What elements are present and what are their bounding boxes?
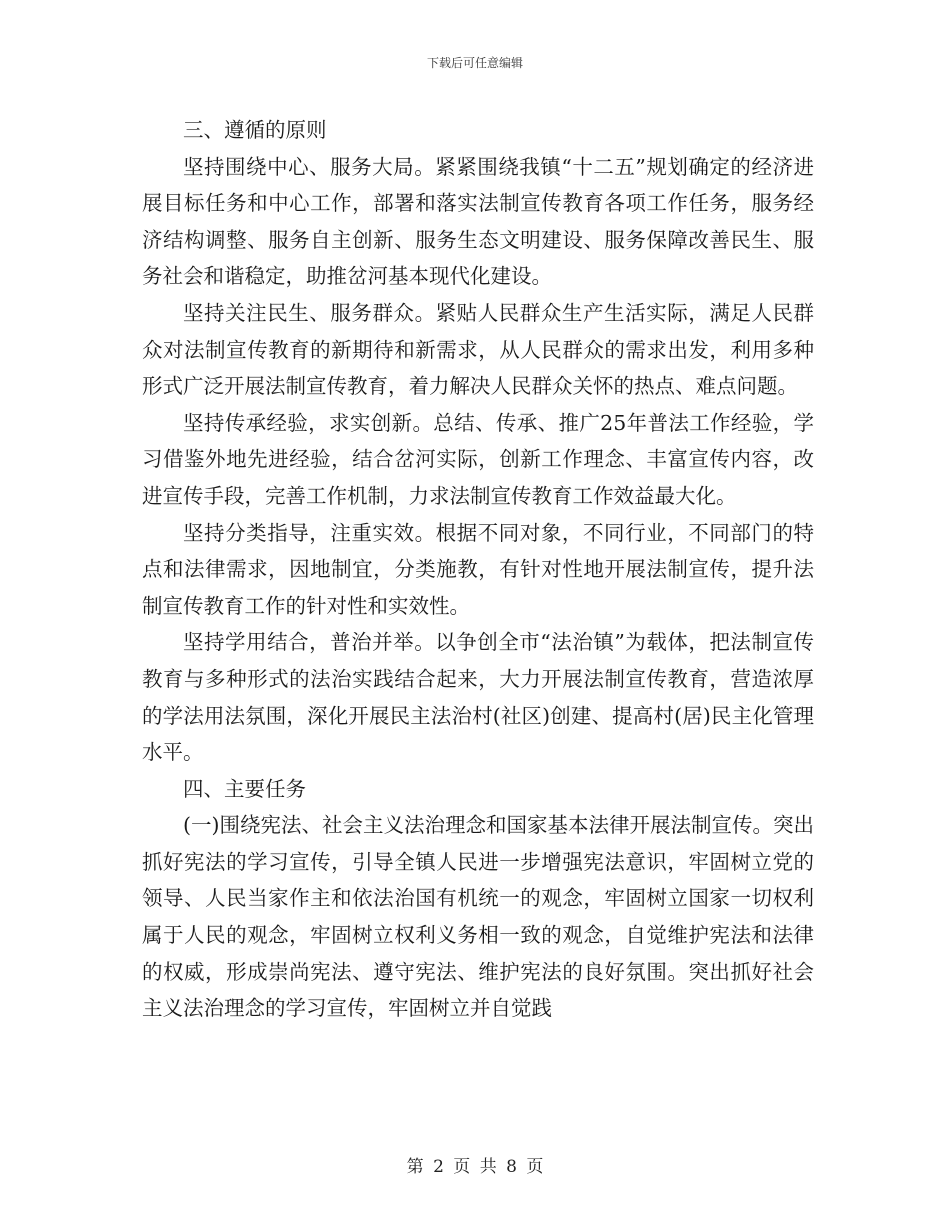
paragraph-constitution: (一)围绕宪法、社会主义法治理念和国家基本法律开展法制宣传。突出抓好宪法的学习宣传，引导全镇人民进一步增强宪法意识，牢固树立党的领导、人民当家作主和依法治国有机统一的观念，牢固树立国家一切权利属于人民的观念，牢固树立权利义务相一致的观念，自觉维护宪法和法律的权威，形成崇尚宪法、遵守宪法、维护宪法的良好氛围。突出抓好社会主义法治理念的学习宣传，牢固树立并自觉践 <box>142 813 814 1021</box>
paragraph-center-service: 坚持围绕中心、服务大局。紧紧围绕我镇“十二五”规划确定的经济进展目标任务和中心工作，部署和落实法制宣传教育各项工作任务，服务经济结构调整、服务自主创新、服务生态文明建设、服务保障改善民生、服务社会和谐稳定，助推岔河基本现代化建设。 <box>142 154 814 289</box>
paragraph-livelihood: 坚持关注民生、服务群众。紧贴人民群众生产生活实际，满足人民群众对法制宣传教育的新期待和新需求，从人民群众的需求出发，利用多种形式广泛开展法制宣传教育，着力解决人民群众关怀的热点、难点问题。 <box>142 300 814 399</box>
page-footer: 第 2 页 共 8 页 <box>406 1157 544 1177</box>
document-body <box>142 112 814 1027</box>
section-heading-principles: 三、遵循的原则 <box>183 118 327 142</box>
section-heading-tasks: 四、主要任务 <box>183 776 306 801</box>
paragraph-guidance: 坚持分类指导，注重实效。根据不同对象，不同行业，不同部门的特点和法律需求，因地制宜，分类施教，有针对性地开展法制宣传，提升法制宣传教育工作的针对性和实效性。 <box>142 520 814 618</box>
page-header: 下载后可任意编辑 <box>426 56 523 70</box>
paragraph-study-practice: 坚持学用结合，普治并举。以争创全市“法治镇”为载体，把法制宣传教育与多种形式的法治实践结合起来，大力开展法制宣传教育，营造浓厚的学法用法氛围，深化开展民主法治村(社区)创建、提高村(居)民主化管理水平。 <box>142 630 814 765</box>
paragraph-innovation: 坚持传承经验，求实创新。总结、传承、推广25年普法工作经验，学习借鉴外地先进经验，结合岔河实际，创新工作理念、丰富宣传内容，改进宣传手段，完善工作机制，力求法制宣传教育工作效益最大化。 <box>142 410 814 508</box>
